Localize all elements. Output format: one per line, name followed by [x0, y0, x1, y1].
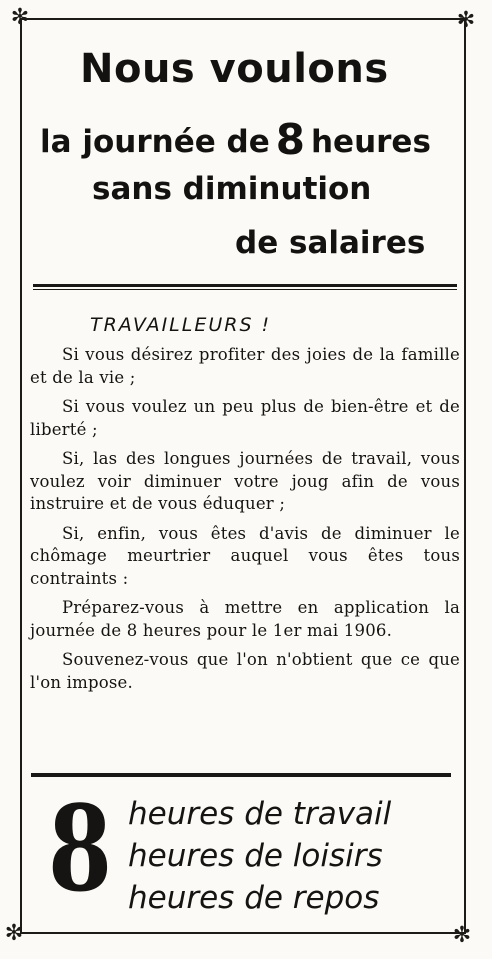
paragraph: Si vous désirez profiter des joies de la famille et de la vie ;: [30, 345, 460, 387]
footer-line-leisure: heures de loisirs: [128, 838, 383, 874]
paragraph: Préparez-vous à mettre en application la journée de 8 heures pour le 1er mai 1906.: [30, 598, 460, 640]
paragraph: Si, enfin, vous êtes d'avis de diminuer le chômage meurtrier auquel vous êtes tous contraints :: [30, 523, 460, 588]
corner-star-icon: ✻: [456, 8, 476, 33]
divider-bottom: [31, 773, 451, 777]
footer-line-work: heures de travail: [128, 796, 392, 832]
footer-line-rest: heures de repos: [128, 880, 380, 916]
corner-star-icon: ✻: [4, 921, 24, 946]
footer-number-8: 8: [48, 779, 113, 918]
title-line-4: de salaires: [235, 225, 426, 261]
paragraph: Souvenez-vous que l'on n'obtient que ce que l'on impose.: [30, 650, 460, 692]
body-text: [30, 314, 460, 701]
title-line-1: Nous voulons: [80, 46, 389, 92]
corner-star-icon: ✻: [452, 923, 472, 948]
footer-lines: [128, 793, 391, 919]
paragraph: Si vous voulez un peu plus de bien-être et de liberté ;: [30, 397, 460, 439]
title-number-8: 8: [275, 115, 305, 164]
title-line-2-pre: la journée de: [40, 124, 270, 160]
corner-star-icon: ✻: [10, 5, 30, 30]
title-line-2: [40, 115, 431, 164]
divider-top: [33, 284, 457, 287]
divider-top-thin: [33, 289, 457, 290]
title-line-2-post: heures: [310, 124, 431, 160]
title-line-3: sans diminution: [92, 171, 372, 207]
paragraph: Si, las des longues journées de travail, vous voulez voir diminuer votre joug afin de vous instruire et de vous éduquer ;: [30, 449, 460, 513]
body-heading: TRAVAILLEURS !: [90, 314, 272, 336]
